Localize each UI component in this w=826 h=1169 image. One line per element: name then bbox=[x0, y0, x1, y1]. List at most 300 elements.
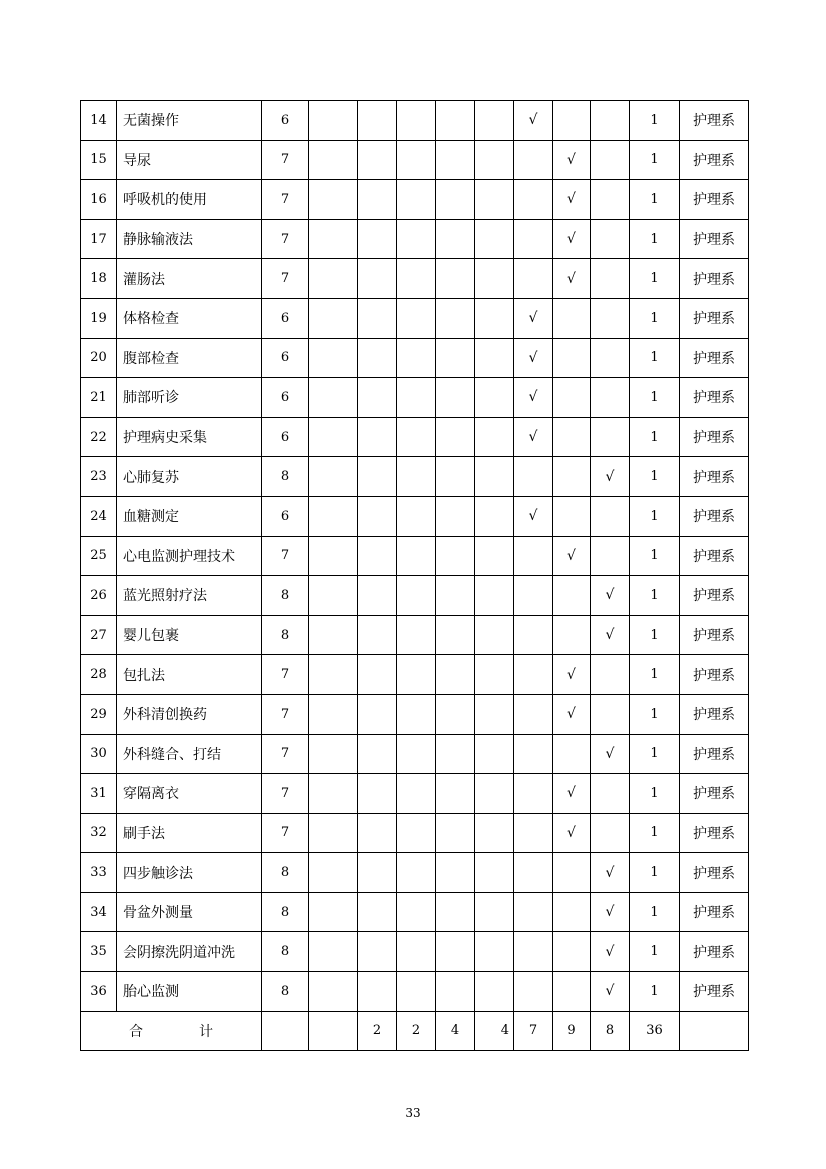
dept-cell: 护理系 bbox=[680, 378, 749, 418]
level-cell bbox=[553, 496, 591, 536]
hours-cell: 8 bbox=[262, 932, 309, 972]
item-name-cell: 无菌操作 bbox=[117, 101, 262, 141]
row-number-cell: 19 bbox=[81, 298, 117, 338]
check-mark-icon: √ bbox=[553, 694, 591, 734]
total-value-cell: 4 bbox=[475, 1011, 514, 1051]
level-cell bbox=[553, 932, 591, 972]
count-cell: 1 bbox=[630, 972, 680, 1012]
count-cell: 1 bbox=[630, 140, 680, 180]
level-cell bbox=[514, 180, 553, 220]
level-cell bbox=[358, 774, 397, 814]
dept-cell: 护理系 bbox=[680, 774, 749, 814]
hours-cell: 7 bbox=[262, 774, 309, 814]
level-cell bbox=[397, 972, 436, 1012]
level-cell bbox=[436, 259, 475, 299]
level-cell bbox=[358, 496, 397, 536]
total-value-cell: 9 bbox=[553, 1011, 591, 1051]
row-number-cell: 35 bbox=[81, 932, 117, 972]
count-cell: 1 bbox=[630, 417, 680, 457]
level-cell bbox=[309, 140, 358, 180]
level-cell bbox=[358, 932, 397, 972]
level-cell bbox=[309, 576, 358, 616]
count-cell: 1 bbox=[630, 101, 680, 141]
level-cell bbox=[309, 298, 358, 338]
count-cell: 1 bbox=[630, 694, 680, 734]
level-cell bbox=[309, 932, 358, 972]
level-cell bbox=[553, 576, 591, 616]
count-cell: 1 bbox=[630, 496, 680, 536]
check-mark-icon: √ bbox=[553, 536, 591, 576]
check-mark-icon: √ bbox=[514, 298, 553, 338]
level-cell bbox=[475, 457, 514, 497]
count-cell: 1 bbox=[630, 219, 680, 259]
level-cell bbox=[436, 536, 475, 576]
item-name-cell: 腹部检查 bbox=[117, 338, 262, 378]
hours-cell: 8 bbox=[262, 972, 309, 1012]
item-name-cell: 外科缝合、打结 bbox=[117, 734, 262, 774]
check-mark-icon: √ bbox=[591, 932, 630, 972]
level-cell bbox=[475, 694, 514, 734]
level-cell bbox=[514, 694, 553, 734]
level-cell bbox=[436, 774, 475, 814]
level-cell bbox=[397, 694, 436, 734]
hours-cell: 7 bbox=[262, 180, 309, 220]
table-row bbox=[81, 734, 749, 774]
level-cell bbox=[436, 140, 475, 180]
total-value-cell: 2 bbox=[397, 1011, 436, 1051]
count-cell: 1 bbox=[630, 655, 680, 695]
level-cell bbox=[436, 496, 475, 536]
level-cell bbox=[514, 853, 553, 893]
level-cell bbox=[591, 180, 630, 220]
count-cell: 1 bbox=[630, 853, 680, 893]
level-cell bbox=[397, 378, 436, 418]
check-mark-icon: √ bbox=[553, 655, 591, 695]
level-cell bbox=[309, 972, 358, 1012]
level-cell bbox=[397, 892, 436, 932]
level-cell bbox=[514, 140, 553, 180]
level-cell bbox=[436, 655, 475, 695]
total-row bbox=[81, 1011, 749, 1051]
count-cell: 1 bbox=[630, 298, 680, 338]
row-number-cell: 36 bbox=[81, 972, 117, 1012]
row-number-cell: 32 bbox=[81, 813, 117, 853]
level-cell bbox=[397, 615, 436, 655]
count-cell: 1 bbox=[630, 734, 680, 774]
level-cell bbox=[358, 694, 397, 734]
check-mark-icon: √ bbox=[514, 496, 553, 536]
level-cell bbox=[514, 972, 553, 1012]
total-dept-cell bbox=[680, 1011, 749, 1051]
hours-cell: 8 bbox=[262, 457, 309, 497]
level-cell bbox=[514, 813, 553, 853]
check-mark-icon: √ bbox=[591, 576, 630, 616]
level-cell bbox=[475, 338, 514, 378]
level-cell bbox=[553, 734, 591, 774]
level-cell bbox=[397, 734, 436, 774]
level-cell bbox=[475, 615, 514, 655]
dept-cell: 护理系 bbox=[680, 259, 749, 299]
item-name-cell: 骨盆外测量 bbox=[117, 892, 262, 932]
level-cell bbox=[436, 813, 475, 853]
level-cell bbox=[309, 259, 358, 299]
level-cell bbox=[358, 259, 397, 299]
table-row bbox=[81, 892, 749, 932]
count-cell: 1 bbox=[630, 338, 680, 378]
level-cell bbox=[397, 101, 436, 141]
level-cell bbox=[475, 101, 514, 141]
hours-cell: 8 bbox=[262, 892, 309, 932]
level-cell bbox=[358, 219, 397, 259]
level-cell bbox=[436, 972, 475, 1012]
level-cell bbox=[553, 101, 591, 141]
level-cell bbox=[514, 655, 553, 695]
hours-cell: 7 bbox=[262, 259, 309, 299]
count-cell: 1 bbox=[630, 180, 680, 220]
level-cell bbox=[309, 101, 358, 141]
level-cell bbox=[309, 694, 358, 734]
dept-cell: 护理系 bbox=[680, 536, 749, 576]
row-number-cell: 29 bbox=[81, 694, 117, 734]
item-name-cell: 包扎法 bbox=[117, 655, 262, 695]
item-name-cell: 护理病史采集 bbox=[117, 417, 262, 457]
item-name-cell: 血糖测定 bbox=[117, 496, 262, 536]
count-cell: 1 bbox=[630, 536, 680, 576]
dept-cell: 护理系 bbox=[680, 298, 749, 338]
total-label bbox=[81, 1011, 262, 1051]
table-row bbox=[81, 180, 749, 220]
level-cell bbox=[591, 417, 630, 457]
count-cell: 1 bbox=[630, 457, 680, 497]
row-number-cell: 26 bbox=[81, 576, 117, 616]
count-cell: 1 bbox=[630, 932, 680, 972]
table-body bbox=[81, 101, 749, 1051]
table-row bbox=[81, 853, 749, 893]
item-name-cell: 外科清创换药 bbox=[117, 694, 262, 734]
level-cell bbox=[397, 813, 436, 853]
table-row bbox=[81, 932, 749, 972]
level-cell bbox=[309, 457, 358, 497]
dept-cell: 护理系 bbox=[680, 734, 749, 774]
level-cell bbox=[553, 457, 591, 497]
level-cell bbox=[358, 298, 397, 338]
row-number-cell: 18 bbox=[81, 259, 117, 299]
table-row bbox=[81, 417, 749, 457]
level-cell bbox=[309, 892, 358, 932]
row-number-cell: 23 bbox=[81, 457, 117, 497]
table-row bbox=[81, 219, 749, 259]
count-cell: 1 bbox=[630, 892, 680, 932]
dept-cell: 护理系 bbox=[680, 338, 749, 378]
dept-cell: 护理系 bbox=[680, 576, 749, 616]
count-cell: 1 bbox=[630, 576, 680, 616]
level-cell bbox=[358, 378, 397, 418]
row-number-cell: 22 bbox=[81, 417, 117, 457]
level-cell bbox=[436, 338, 475, 378]
table-row bbox=[81, 655, 749, 695]
count-cell: 1 bbox=[630, 378, 680, 418]
level-cell bbox=[514, 615, 553, 655]
level-cell bbox=[475, 972, 514, 1012]
table-row bbox=[81, 813, 749, 853]
level-cell bbox=[436, 734, 475, 774]
row-number-cell: 21 bbox=[81, 378, 117, 418]
level-cell bbox=[309, 378, 358, 418]
level-cell bbox=[475, 932, 514, 972]
level-cell bbox=[514, 932, 553, 972]
level-cell bbox=[358, 101, 397, 141]
level-cell bbox=[553, 892, 591, 932]
count-cell: 1 bbox=[630, 774, 680, 814]
row-number-cell: 28 bbox=[81, 655, 117, 695]
level-cell bbox=[475, 892, 514, 932]
level-cell bbox=[553, 972, 591, 1012]
level-cell bbox=[436, 853, 475, 893]
level-cell bbox=[514, 536, 553, 576]
row-number-cell: 33 bbox=[81, 853, 117, 893]
level-cell bbox=[591, 140, 630, 180]
dept-cell: 护理系 bbox=[680, 932, 749, 972]
check-mark-icon: √ bbox=[514, 417, 553, 457]
level-cell bbox=[514, 892, 553, 932]
item-name-cell: 肺部听诊 bbox=[117, 378, 262, 418]
total-count-cell: 36 bbox=[630, 1011, 680, 1051]
level-cell bbox=[475, 813, 514, 853]
level-cell bbox=[309, 536, 358, 576]
hours-cell: 6 bbox=[262, 101, 309, 141]
level-cell bbox=[397, 259, 436, 299]
level-cell bbox=[309, 853, 358, 893]
item-name-cell: 刷手法 bbox=[117, 813, 262, 853]
row-number-cell: 14 bbox=[81, 101, 117, 141]
table-row bbox=[81, 576, 749, 616]
level-cell bbox=[358, 576, 397, 616]
level-cell bbox=[475, 734, 514, 774]
experiment-table bbox=[80, 100, 749, 1051]
level-cell bbox=[358, 140, 397, 180]
row-number-cell: 31 bbox=[81, 774, 117, 814]
item-name-cell: 体格检查 bbox=[117, 298, 262, 338]
dept-cell: 护理系 bbox=[680, 655, 749, 695]
level-cell bbox=[436, 932, 475, 972]
table-row bbox=[81, 972, 749, 1012]
level-cell bbox=[475, 576, 514, 616]
level-cell bbox=[358, 734, 397, 774]
row-number-cell: 25 bbox=[81, 536, 117, 576]
level-cell bbox=[514, 734, 553, 774]
level-cell bbox=[358, 338, 397, 378]
hours-cell: 6 bbox=[262, 298, 309, 338]
level-cell bbox=[358, 655, 397, 695]
item-name-cell: 穿隔离衣 bbox=[117, 774, 262, 814]
total-value-cell: 4 bbox=[436, 1011, 475, 1051]
table-row bbox=[81, 378, 749, 418]
level-cell bbox=[397, 219, 436, 259]
total-hours-cell bbox=[262, 1011, 309, 1051]
level-cell bbox=[397, 932, 436, 972]
check-mark-icon: √ bbox=[591, 972, 630, 1012]
hours-cell: 7 bbox=[262, 536, 309, 576]
level-cell bbox=[397, 655, 436, 695]
dept-cell: 护理系 bbox=[680, 417, 749, 457]
level-cell bbox=[591, 813, 630, 853]
level-cell bbox=[475, 259, 514, 299]
dept-cell: 护理系 bbox=[680, 615, 749, 655]
level-cell bbox=[553, 298, 591, 338]
row-number-cell: 15 bbox=[81, 140, 117, 180]
item-name-cell: 心肺复苏 bbox=[117, 457, 262, 497]
level-cell bbox=[397, 576, 436, 616]
dept-cell: 护理系 bbox=[680, 496, 749, 536]
row-number-cell: 30 bbox=[81, 734, 117, 774]
item-name-cell: 导尿 bbox=[117, 140, 262, 180]
level-cell bbox=[475, 417, 514, 457]
check-mark-icon: √ bbox=[553, 774, 591, 814]
check-mark-icon: √ bbox=[553, 813, 591, 853]
table-row bbox=[81, 259, 749, 299]
page-number: 33 bbox=[405, 1106, 421, 1120]
hours-cell: 6 bbox=[262, 378, 309, 418]
level-cell bbox=[475, 378, 514, 418]
level-cell bbox=[514, 219, 553, 259]
level-cell bbox=[436, 298, 475, 338]
level-cell bbox=[309, 180, 358, 220]
level-cell bbox=[436, 576, 475, 616]
dept-cell: 护理系 bbox=[680, 180, 749, 220]
dept-cell: 护理系 bbox=[680, 813, 749, 853]
item-name-cell: 心电监测护理技术 bbox=[117, 536, 262, 576]
table-row bbox=[81, 615, 749, 655]
level-cell bbox=[358, 417, 397, 457]
dept-cell: 护理系 bbox=[680, 853, 749, 893]
level-cell bbox=[358, 615, 397, 655]
table-row bbox=[81, 140, 749, 180]
item-name-cell: 蓝光照射疗法 bbox=[117, 576, 262, 616]
level-cell bbox=[514, 259, 553, 299]
check-mark-icon: √ bbox=[591, 457, 630, 497]
level-cell bbox=[358, 813, 397, 853]
level-cell bbox=[436, 694, 475, 734]
level-cell bbox=[553, 615, 591, 655]
hours-cell: 7 bbox=[262, 140, 309, 180]
item-name-cell: 会阴擦洗阴道冲洗 bbox=[117, 932, 262, 972]
level-cell bbox=[309, 496, 358, 536]
count-cell: 1 bbox=[630, 259, 680, 299]
table-row bbox=[81, 457, 749, 497]
hours-cell: 8 bbox=[262, 576, 309, 616]
total-value-cell bbox=[309, 1011, 358, 1051]
table-row bbox=[81, 536, 749, 576]
level-cell bbox=[436, 892, 475, 932]
item-name-cell: 静脉输液法 bbox=[117, 219, 262, 259]
hours-cell: 6 bbox=[262, 496, 309, 536]
hours-cell: 8 bbox=[262, 853, 309, 893]
level-cell bbox=[436, 101, 475, 141]
dept-cell: 护理系 bbox=[680, 694, 749, 734]
level-cell bbox=[397, 180, 436, 220]
level-cell bbox=[309, 774, 358, 814]
row-number-cell: 16 bbox=[81, 180, 117, 220]
count-cell: 1 bbox=[630, 615, 680, 655]
item-name-cell: 四步触诊法 bbox=[117, 853, 262, 893]
level-cell bbox=[591, 219, 630, 259]
level-cell bbox=[309, 734, 358, 774]
total-value-cell: 2 bbox=[358, 1011, 397, 1051]
level-cell bbox=[358, 972, 397, 1012]
level-cell bbox=[591, 338, 630, 378]
hours-cell: 7 bbox=[262, 813, 309, 853]
hours-cell: 6 bbox=[262, 417, 309, 457]
item-name-cell: 婴儿包裹 bbox=[117, 615, 262, 655]
dept-cell: 护理系 bbox=[680, 457, 749, 497]
dept-cell: 护理系 bbox=[680, 892, 749, 932]
level-cell bbox=[514, 774, 553, 814]
level-cell bbox=[591, 298, 630, 338]
check-mark-icon: √ bbox=[591, 615, 630, 655]
check-mark-icon: √ bbox=[553, 219, 591, 259]
hours-cell: 8 bbox=[262, 615, 309, 655]
check-mark-icon: √ bbox=[553, 180, 591, 220]
table-row bbox=[81, 694, 749, 734]
level-cell bbox=[591, 774, 630, 814]
level-cell bbox=[591, 378, 630, 418]
total-label-a: 合 bbox=[129, 1023, 143, 1040]
row-number-cell: 17 bbox=[81, 219, 117, 259]
level-cell bbox=[553, 378, 591, 418]
level-cell bbox=[358, 536, 397, 576]
level-cell bbox=[514, 457, 553, 497]
level-cell bbox=[591, 259, 630, 299]
level-cell bbox=[397, 338, 436, 378]
row-number-cell: 24 bbox=[81, 496, 117, 536]
table-row bbox=[81, 496, 749, 536]
level-cell bbox=[553, 853, 591, 893]
check-mark-icon: √ bbox=[553, 140, 591, 180]
level-cell bbox=[397, 774, 436, 814]
level-cell bbox=[436, 615, 475, 655]
level-cell bbox=[475, 496, 514, 536]
level-cell bbox=[591, 101, 630, 141]
item-name-cell: 呼吸机的使用 bbox=[117, 180, 262, 220]
level-cell bbox=[397, 140, 436, 180]
level-cell bbox=[591, 536, 630, 576]
row-number-cell: 20 bbox=[81, 338, 117, 378]
hours-cell: 7 bbox=[262, 734, 309, 774]
level-cell bbox=[397, 298, 436, 338]
check-mark-icon: √ bbox=[591, 853, 630, 893]
level-cell bbox=[475, 298, 514, 338]
hours-cell: 7 bbox=[262, 219, 309, 259]
level-cell bbox=[475, 180, 514, 220]
dept-cell: 护理系 bbox=[680, 101, 749, 141]
table-row bbox=[81, 774, 749, 814]
hours-cell: 7 bbox=[262, 694, 309, 734]
level-cell bbox=[553, 417, 591, 457]
row-number-cell: 27 bbox=[81, 615, 117, 655]
level-cell bbox=[475, 536, 514, 576]
item-name-cell: 胎心监测 bbox=[117, 972, 262, 1012]
table-row bbox=[81, 298, 749, 338]
level-cell bbox=[309, 219, 358, 259]
dept-cell: 护理系 bbox=[680, 140, 749, 180]
hours-cell: 6 bbox=[262, 338, 309, 378]
check-mark-icon: √ bbox=[514, 338, 553, 378]
check-mark-icon: √ bbox=[553, 259, 591, 299]
experiment-table-page bbox=[80, 100, 748, 1051]
check-mark-icon: √ bbox=[591, 734, 630, 774]
count-cell: 1 bbox=[630, 813, 680, 853]
level-cell bbox=[591, 496, 630, 536]
